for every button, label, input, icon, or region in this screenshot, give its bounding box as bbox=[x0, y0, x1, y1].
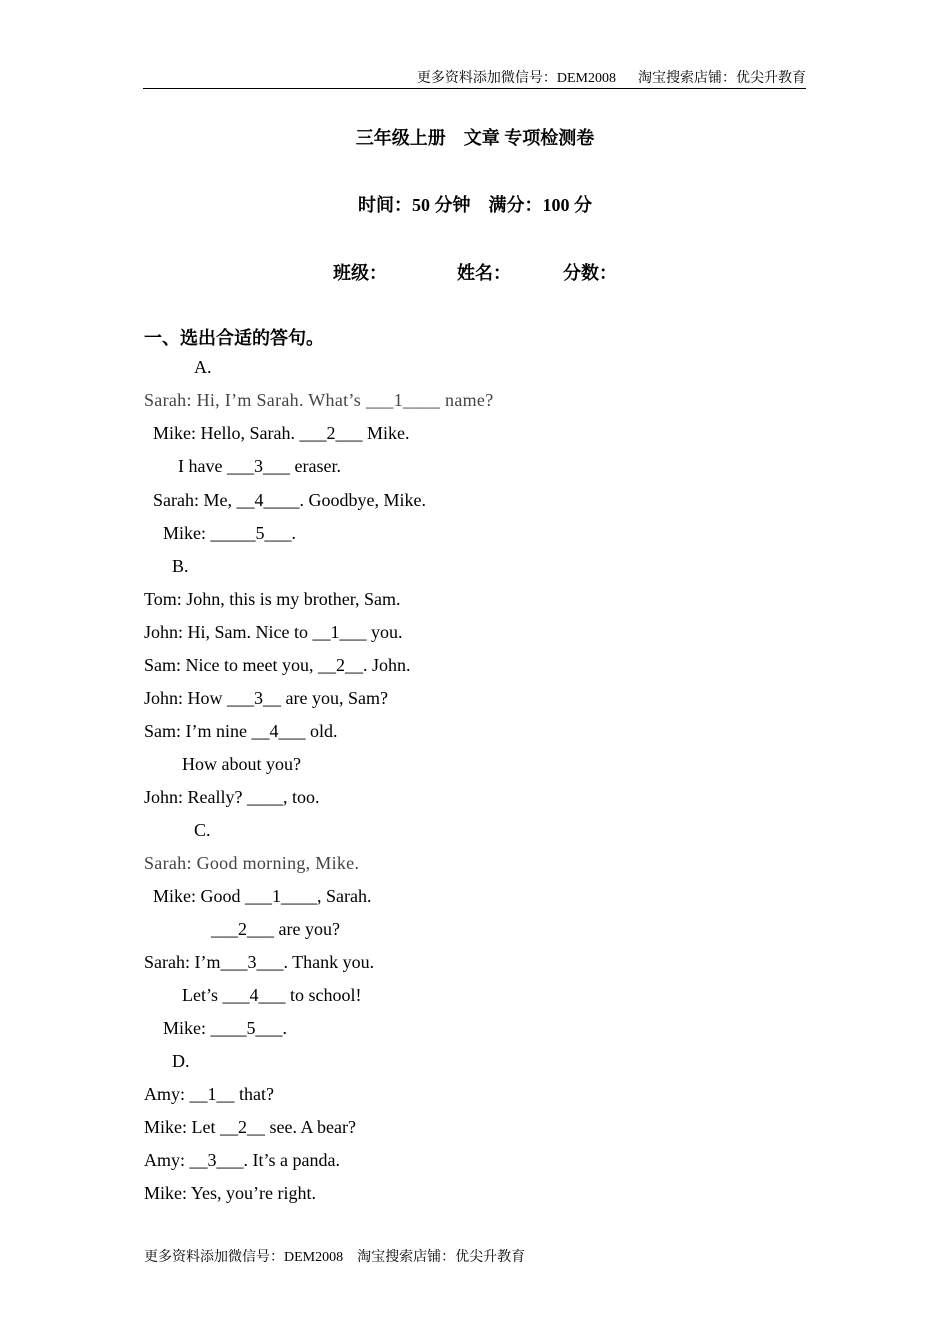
header-wechat: 更多资料添加微信号：DEM2008 bbox=[416, 71, 616, 86]
footer-shop: 淘宝搜索店铺：优尖升教育 bbox=[357, 1250, 526, 1265]
dialogue-line: John: How ___3__ are you, Sam? bbox=[144, 688, 388, 708]
score-label: 分数： bbox=[563, 263, 617, 283]
dialogue-line: Tom: John, this is my brother, Sam. bbox=[144, 589, 401, 609]
page-title: 三年级上册 文章 专项检测卷 bbox=[355, 128, 595, 148]
dialogue-line: ___2___ are you? bbox=[211, 919, 340, 939]
dialogue-line: Mike: _____5___. bbox=[163, 523, 296, 543]
dialogue-line: Sam: I’m nine __4___ old. bbox=[144, 721, 338, 741]
dialogue-line: Sarah: Hi, I’m Sarah. What’s ___1____ name? bbox=[144, 390, 494, 410]
part-label-c: C. bbox=[194, 820, 211, 840]
dialogue-line: Amy: __3___. It’s a panda. bbox=[144, 1150, 340, 1170]
page-footer bbox=[144, 1246, 525, 1266]
student-info bbox=[0, 259, 950, 285]
section-heading: 一、选出合适的答句。 bbox=[144, 328, 324, 348]
dialogue-line: Mike: ____5___. bbox=[163, 1018, 287, 1038]
dialogue-line: Sarah: Me, __4____. Goodbye, Mike. bbox=[153, 490, 426, 510]
dialogue-line: Sarah: Good morning, Mike. bbox=[144, 853, 360, 873]
dialogue-line: How about you? bbox=[182, 754, 301, 774]
dialogue-line: I have ___3___ eraser. bbox=[178, 456, 341, 476]
dialogue-line: Mike: Let __2__ see. A bear? bbox=[144, 1117, 356, 1137]
dialogue-line: Mike: Yes, you’re right. bbox=[144, 1183, 316, 1203]
page-header bbox=[143, 70, 806, 89]
time-score: 时间：50 分钟 满分：100 分 bbox=[358, 195, 592, 215]
part-label-d: D. bbox=[172, 1051, 190, 1071]
dialogue-line: John: Really? ____, too. bbox=[144, 787, 320, 807]
name-label: 姓名： bbox=[457, 263, 511, 283]
footer-wechat: 更多资料添加微信号：DEM2008 bbox=[144, 1250, 344, 1265]
dialogue-line: John: Hi, Sam. Nice to __1___ you. bbox=[144, 622, 403, 642]
class-label: 班级： bbox=[333, 263, 387, 283]
dialogue-line: Sam: Nice to meet you, __2__. John. bbox=[144, 655, 411, 675]
dialogue-line: Mike: Good ___1____, Sarah. bbox=[153, 886, 372, 906]
dialogue-line: Mike: Hello, Sarah. ___2___ Mike. bbox=[153, 423, 410, 443]
dialogue-line: Let’s ___4___ to school! bbox=[182, 985, 362, 1005]
dialogue-line: Amy: __1__ that? bbox=[144, 1084, 274, 1104]
header-shop: 淘宝搜索店铺：优尖升教育 bbox=[638, 71, 806, 86]
part-label-b: B. bbox=[172, 556, 189, 576]
part-label-a: A. bbox=[194, 357, 212, 377]
dialogue-line: Sarah: I’m___3___. Thank you. bbox=[144, 952, 375, 972]
